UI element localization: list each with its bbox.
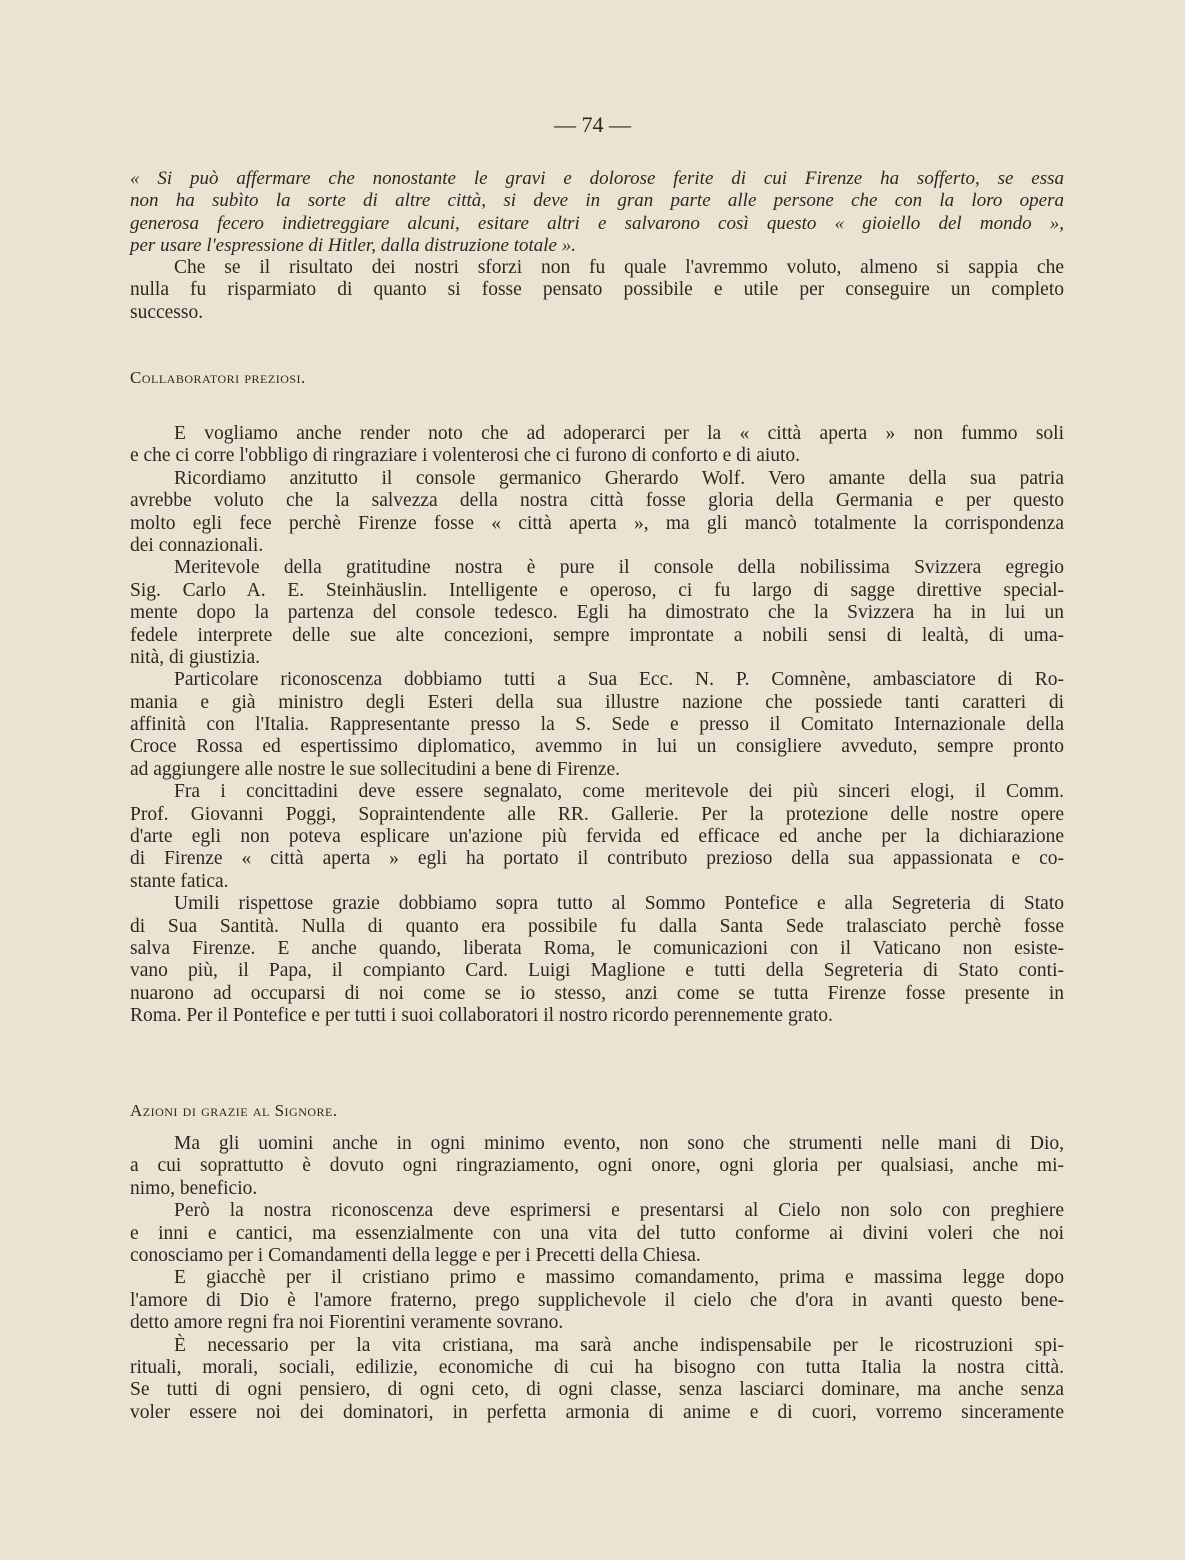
text-line: di Sua Santità. Nulla di quanto era possibile fu dalla Santa Sede tralasciato perchè fosse: [130, 915, 1064, 937]
text-line: successo.: [130, 301, 204, 323]
text-line: Ricordiamo anzitutto il console germanico Gherardo Wolf. Vero amante della sua patria: [174, 467, 1064, 489]
section-collaboratori-body: [130, 423, 1064, 1028]
text-line: d'arte egli non poteva esplicare un'azione più fervida ed efficace ed anche per la dichiarazione: [130, 826, 1064, 848]
text-line: Però la nostra riconoscenza deve esprimersi e presentarsi al Cielo non solo con preghiere: [174, 1200, 1064, 1222]
paragraph: [130, 893, 1064, 1027]
text-line: l'amore di Dio è l'amore fraterno, prego supplichevole il cielo che d'ora in avanti questo bene-: [130, 1289, 1064, 1311]
text-line: Roma. Per il Pontefice e per tutti i suoi collaboratori il nostro ricordo perennemente grato.: [130, 1005, 833, 1027]
text-line: nità, di giustizia.: [130, 646, 260, 668]
paragraph: [130, 669, 1064, 781]
text-line: stante fatica.: [130, 870, 229, 892]
text-line: Ma gli uomini anche in ogni minimo evento, non sono che strumenti nelle mani di Dio,: [174, 1133, 1064, 1154]
text-line: molto egli fece perchè Firenze fosse « città aperta », ma gli mancò totalmente la corrispondenza: [130, 512, 1064, 534]
text-line: E giacchè per il cristiano primo e massimo comandamento, prima e massima legge dopo: [174, 1267, 1064, 1289]
page-number: — 74 —: [554, 112, 631, 137]
section-heading-azioni: Azioni di grazie al Signore.: [130, 1101, 338, 1120]
text-line: voler essere noi dei dominatori, in perfetta armonia di anime e di cuori, vorremo sinceramente: [130, 1401, 1064, 1423]
section-heading-collaboratori: Collaboratori preziosi.: [130, 368, 306, 387]
text-line: mente dopo la partenza del console tedesco. Egli ha dimostrato che la Svizzera ha in lui un: [130, 602, 1064, 624]
paragraph: [130, 781, 1064, 893]
text-line: Fra i concittadini deve essere segnalato, come meritevole dei più sinceri elogi, il Comm.: [174, 781, 1064, 803]
text-line: nuarono ad occuparsi di noi come se io stesso, anzi come se tutta Firenze fosse presente in: [130, 982, 1064, 1004]
text-line: Particolare riconoscenza dobbiamo tutti a Sua Ecc. N. P. Comnène, ambasciatore di Ro-: [174, 669, 1064, 691]
text-line: affinità con l'Italia. Rappresentante presso la S. Sede e presso il Comitato Internazionale della: [130, 714, 1064, 736]
text-line: non ha subìto la sorte di altre città, si deve in gran parte alle persone che con la loro opera: [130, 190, 1064, 212]
text-line: avrebbe voluto che la salvezza della nostra città fosse gloria della Germania e per questo: [130, 490, 1064, 512]
text-line: a cui soprattutto è dovuto ogni ringraziamento, ogni onore, ogni gloria per qualsiasi, anche mi-: [130, 1155, 1064, 1177]
text-line: generosa fecero indietreggiare alcuni, esitare altri e salvarono così questo « gioiello del mondo »,: [130, 212, 1064, 234]
paragraph: [130, 1267, 1064, 1334]
text-line: Sig. Carlo A. E. Steinhäuslin. Intelligente e operoso, ci fu largo di sagge direttive special-: [130, 579, 1064, 601]
text-line: Che se il risultato dei nostri sforzi non fu quale l'avremmo voluto, almeno si sappia che: [174, 257, 1064, 278]
text-line: Meritevole della gratitudine nostra è pure il console della nobilissima Svizzera egregio: [174, 557, 1064, 579]
intro-paragraphs: [130, 257, 1064, 324]
paragraph: [130, 468, 1064, 558]
text-line: mania e già ministro degli Esteri della sua illustre nazione che possiede tanti caratteri di: [130, 691, 1064, 713]
text-line: fedele interprete delle sue alte concezioni, sempre improntate a nobili sensi di lealtà, di uma-: [130, 624, 1064, 646]
paragraph: [130, 1200, 1064, 1267]
text-line: Umili rispettose grazie dobbiamo sopra tutto al Sommo Pontefice e alla Segreteria di Stato: [174, 893, 1064, 915]
text-line: e che ci corre l'obbligo di ringraziare i volenterosi che ci furono di conforto e di aiuto.: [130, 445, 801, 467]
text-line: « Si può affermare che nonostante le gravi e dolorose ferite di cui Firenze ha sofferto, se essa: [130, 168, 1064, 189]
paragraph: [130, 1335, 1064, 1425]
text-line: detto amore regni fra noi Fiorentini veramente sovrano.: [130, 1312, 564, 1334]
text-line: ad aggiungere alle nostre le sue sollecitudini a bene di Firenze.: [130, 758, 621, 780]
text-line: per usare l'espressione di Hitler, dalla distruzione totale ».: [130, 235, 576, 257]
text-line: E vogliamo anche render noto che ad adoperarci per la « città aperta » non fummo soli: [174, 423, 1064, 444]
text-line: Croce Rossa ed espertissimo diplomatico, avemmo in lui un consigliere avveduto, sempre pronto: [130, 736, 1064, 758]
text-line: salva Firenze. E anche quando, liberata Roma, le comunicazioni con il Vaticano non esiste-: [130, 937, 1064, 959]
text-line: dei connazionali.: [130, 534, 264, 556]
text-line: Prof. Giovanni Poggi, Sopraintendente alle RR. Gallerie. Per la protezione delle nostre opere: [130, 803, 1064, 825]
paragraph: [130, 557, 1064, 669]
paragraph: [130, 257, 1064, 324]
section-azioni-body: [130, 1133, 1064, 1424]
paragraph: [130, 168, 1064, 258]
text-line: nimo, beneficio.: [130, 1177, 258, 1199]
text-line: rituali, morali, sociali, edilizie, economiche di cui ha bisogno con tutta Italia la nostra città.: [130, 1356, 1064, 1378]
paragraph: [130, 423, 1064, 468]
paragraph: [130, 1133, 1064, 1200]
text-line: È necessario per la vita cristiana, ma sarà anche indispensabile per le ricostruzioni spi-: [174, 1334, 1064, 1356]
intro-quote: [130, 168, 1064, 258]
text-line: conosciamo per i Comandamenti della legge e per i Precetti della Chiesa.: [130, 1244, 701, 1266]
text-line: vano più, il Papa, il compianto Card. Luigi Maglione e tutti della Segreteria di Stato conti-: [130, 960, 1064, 982]
text-line: e inni e cantici, ma essenzialmente con una vita del tutto conforme ai divini voleri che noi: [130, 1222, 1064, 1244]
text-line: nulla fu risparmiato di quanto si fosse pensato possibile e utile per conseguire un completo: [130, 279, 1064, 301]
text-line: di Firenze « città aperta » egli ha portato il contributo prezioso della sua appassionata e co-: [130, 848, 1064, 870]
text-line: Se tutti di ogni pensiero, di ogni ceto, di ogni classe, senza lasciarci dominare, ma anche senza: [130, 1379, 1064, 1401]
